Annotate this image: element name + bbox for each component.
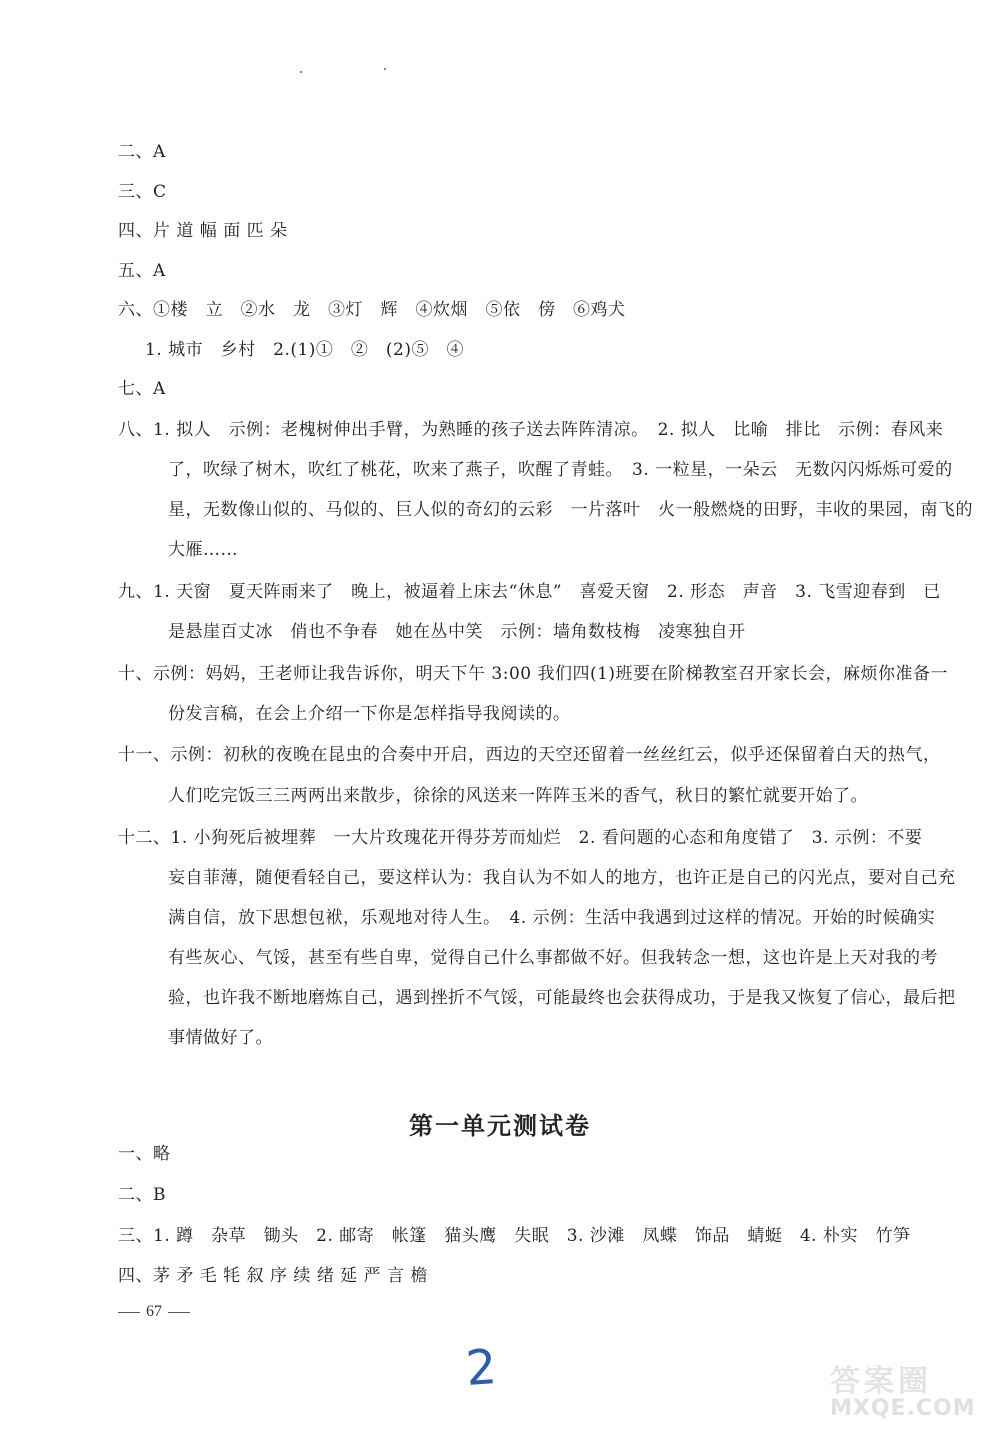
- answer-line-10: 十、示例：妈妈，王老师让我告诉你，明天下午 3:00 我们四(1)班要在阶梯教室召开家长会，麻烦你准备一: [118, 664, 949, 684]
- handwritten-mark: 2: [464, 1339, 499, 1397]
- answer-line-9: 九、1. 天窗 夏天阵雨来了 晚上，被逼着上床去“休息” 喜爱天窗 2. 形态 声音 3. 飞雪迎春到 已: [118, 582, 941, 602]
- page-number: [112, 1303, 196, 1321]
- dash-right: [168, 1312, 190, 1313]
- answer-line-12: 十二、1. 小狗死后被埋葬 一大片玫瑰花开得芬芳而灿烂 2. 看问题的心态和角度错了 3. 示例：不要: [118, 828, 923, 848]
- answer-line-7: 七、A: [118, 379, 166, 399]
- watermark-top: 答案圈: [830, 1364, 932, 1399]
- answer-line-8-cont: 大雁……: [168, 540, 238, 560]
- watermark-logo: [830, 1356, 990, 1442]
- answer-line-2: 二、A: [118, 142, 166, 162]
- answer-line-12-cont: 事情做好了。: [168, 1028, 273, 1048]
- watermark-bottom: MXQE.COM: [830, 1396, 976, 1421]
- page-number-text: 67: [146, 1303, 162, 1320]
- answer-line-12-cont: 妄自菲薄，随便看轻自己，要这样认为：我自认为不如人的地方，也许正是自己的闪光点，要对自己充: [168, 868, 956, 888]
- section-line-3: 三、1. 蹲 杂草 锄头 2. 邮寄 帐篷 猫头鹰 失眠 3. 沙滩 凤蝶 饰品 蜻蜓 4. 朴实 竹笋: [118, 1226, 911, 1246]
- answer-line-6-sub: 1. 城市 乡村 2.(1)① ② (2)⑤ ④: [145, 340, 465, 360]
- section-line-2: 二、B: [118, 1185, 166, 1205]
- answer-line-11: 十一、示例：初秋的夜晚在昆虫的合奏中开启，西边的天空还留着一丝丝红云，似乎还保留着白天的热气，: [118, 745, 941, 765]
- answer-line-11-cont: 人们吃完饭三三两两出来散步，徐徐的风送来一阵阵玉米的香气，秋日的繁忙就要开始了。: [168, 786, 868, 806]
- scan-speck: [384, 68, 386, 70]
- answer-line-12-cont: 满自信，放下思想包袱，乐观地对待人生。 4. 示例：生活中我遇到过这样的情况。开始的时候确实: [168, 908, 936, 928]
- section-line-4: 四、茅 矛 毛 牦 叙 序 续 绪 延 严 言 檐: [118, 1266, 428, 1286]
- answer-line-8-cont: 星，无数像山似的、马似的、巨人似的奇幻的云彩 一片落叶 火一般燃烧的田野，丰收的果园，南飞的: [168, 500, 973, 520]
- scan-speck: [300, 71, 302, 73]
- section-line-1: 一、略: [118, 1144, 171, 1164]
- answer-line-8-cont: 了，吹绿了树木，吹红了桃花，吹来了燕子，吹醒了青蛙。 3. 一粒星，一朵云 无数闪闪烁烁可爱的: [168, 460, 953, 480]
- answer-line-3: 三、C: [118, 182, 167, 202]
- answer-line-6: 六、①楼 立 ②水 龙 ③灯 辉 ④炊烟 ⑤依 傍 ⑥鸡犬: [118, 300, 626, 320]
- answer-line-9-cont: 是悬崖百丈冰 俏也不争春 她在丛中笑 示例：墙角数枝梅 凌寒独自开: [168, 622, 746, 642]
- answer-line-10-cont: 份发言稿，在会上介绍一下你是怎样指导我阅读的。: [168, 704, 571, 724]
- answer-line-12-cont: 有些灰心、气馁，甚至有些自卑，觉得自己什么事都做不好。但我转念一想，这也许是上天对我的考: [168, 948, 938, 968]
- answer-line-4: 四、片 道 幅 面 匹 朵: [118, 221, 288, 241]
- answer-line-12-cont: 验，也许我不断地磨炼自己，遇到挫折不气馁，可能最终也会获得成功，于是我又恢复了信心，最后把: [168, 988, 956, 1008]
- section-title: 第一单元测试卷: [409, 1111, 591, 1140]
- dash-left: [118, 1312, 140, 1313]
- answer-line-8: 八、1. 拟人 示例：老槐树伸出手臂，为熟睡的孩子送去阵阵清凉。 2. 拟人 比喻 排比 示例：春风来: [118, 420, 944, 440]
- answer-line-5: 五、A: [118, 261, 166, 281]
